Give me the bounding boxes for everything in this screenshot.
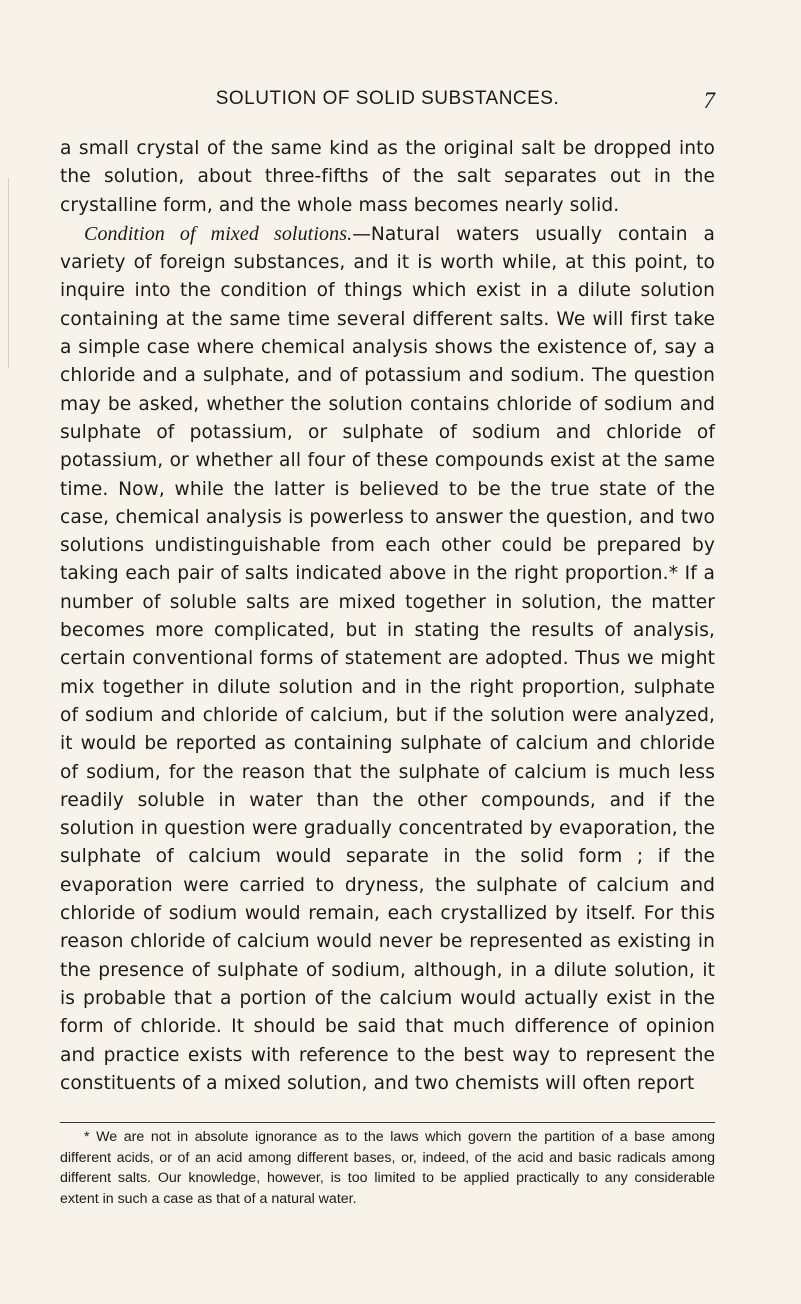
running-title: SOLUTION OF SOLID SUBSTANCES. xyxy=(215,88,560,109)
page-number: 7 xyxy=(703,88,715,113)
footnote: * We are not in absolute ignorance as to the laws which govern the partition of a base among different acids, or of an acid among different bases, or, indeed, of the acid and basic radicals among different salts. Our knowledge, however, is too limited to be applied practically to any considerable extent in such a case as that of a natural water. xyxy=(60,1129,715,1207)
section-heading: Condition of mixed solutions. xyxy=(84,222,353,245)
section-paragraph xyxy=(60,220,715,1098)
opening-paragraph: a small crystal of the same kind as the original salt be dropped into the solution, about three-fifths of the salt separates out in the crystalline form, and the whole mass becomes nearly solid. xyxy=(60,138,715,216)
body-text xyxy=(60,135,715,1098)
page-edge-mark xyxy=(8,178,9,368)
running-head xyxy=(60,88,715,118)
section-text: —Natural waters usually contain a variety of foreign substances, and it is worth while, at this point, to inquire into the condition of things which exist in a dilute solution containing at the same time several different salts. We will first take a simple case where chemical analysis shows the existence of, say a chloride and a sulphate, and of potassium and sodium. The question may be asked, whether the solution contains chloride of sodium and sulphate of potassium, or sulphate of sodium and chloride of potassium, or whether all four of these compounds exist at the same time. Now, while the latter is believed to be the true state of the case, chemical analysis is powerless to answer the question, and two solutions undistinguishable from each other could be prepared by taking each pair of salts indicated above in the right proportion.* If a number of soluble salts are mixed together in solution, the matter becomes more complicated, but in stating the results of analysis, certain conventional forms of statement are adopted. Thus we might mix together in dilute solution and in the right proportion, sulphate of sodium and chloride of calcium, but if the solution were analyzed, it would be reported as containing sulphate of calcium and chloride of sodium, for the reason that the sulphate of calcium is much less readily soluble in water than the other compounds, and if the solution in question were gradually concentrated by evaporation, the sulphate of calcium would separate in the solid form ; if the evaporation were carried to dryness, the sulphate of calcium and chloride of sodium would remain, each crystallized by itself. For this reason chloride of calcium would never be represented as existing in the presence of sulphate of sodium, although, in a dilute solution, it is probable that a portion of the calcium would actually exist in the form of chloride. It should be said that much difference of opinion and practice exists with reference to the best way to represent the constituents of a mixed solution, and two chemists will often report xyxy=(60,223,715,1094)
footnote-rule xyxy=(60,1122,715,1123)
